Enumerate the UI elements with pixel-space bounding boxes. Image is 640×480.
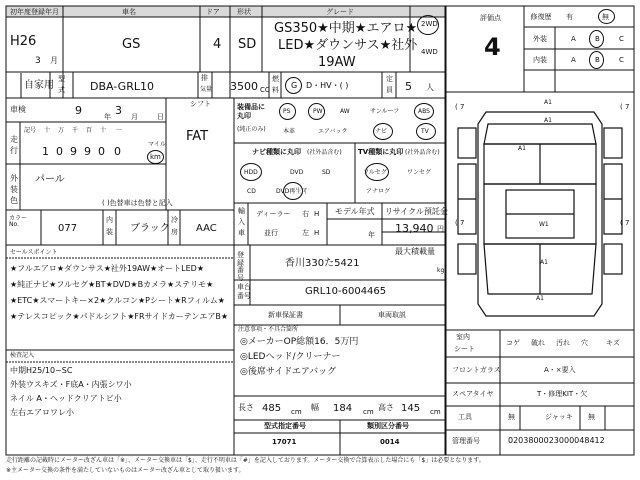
fuel-options: D・HV・( ) bbox=[306, 81, 349, 90]
car-name-header: 車名 bbox=[122, 8, 136, 16]
diagram-seven: 7 bbox=[460, 103, 465, 111]
diagram-paren: ( bbox=[620, 219, 623, 227]
diagram-label: A1 bbox=[518, 145, 526, 152]
tv-circle bbox=[365, 163, 389, 181]
diagram-seven: 7 bbox=[625, 103, 630, 111]
inspector-line: 外装ウスキズ・F底A・内張シワ小 bbox=[10, 380, 132, 389]
diagram-label: A1 bbox=[536, 295, 544, 302]
room-label-2: シート bbox=[454, 345, 475, 353]
mgmt-label: 管理番号 bbox=[452, 437, 480, 445]
drive-4wd: 4WD bbox=[421, 48, 438, 56]
interior-grade-circle bbox=[589, 51, 604, 69]
handle-left-h: H bbox=[314, 229, 320, 237]
recycle-value: 13,940 bbox=[395, 222, 434, 235]
model-code: DBA-GRL10 bbox=[90, 80, 154, 93]
navi-circle bbox=[283, 182, 303, 200]
ac-label-1: 冷 bbox=[171, 216, 178, 224]
length-value: 485 bbox=[262, 403, 282, 414]
jack-value: 無 bbox=[588, 413, 595, 421]
inspector-line: 左右エアロワレ小 bbox=[10, 408, 74, 417]
eval-score: 4 bbox=[484, 33, 501, 61]
diagram-label: W1 bbox=[539, 221, 549, 228]
equip-circle bbox=[373, 123, 393, 140]
room-item: 汚れ bbox=[556, 339, 570, 347]
maxload-label: 最大積載量 bbox=[395, 247, 435, 256]
tv-item: フルセグ bbox=[363, 169, 387, 176]
first-reg-era: H26 bbox=[10, 34, 37, 49]
note-line: ◎LEDヘッド/クリーナー bbox=[240, 352, 341, 362]
sales-point-line: ★純正ナビ★フルセグ★BT★DVD★Bカメラ★ステリモ★ bbox=[10, 280, 214, 289]
navi-item: SD bbox=[322, 169, 331, 176]
grade-line-2: LED★ダウンサス★社外 bbox=[278, 38, 418, 53]
navi-title-note: (社外品含む) bbox=[307, 149, 342, 156]
inspection-month-unit: 月 bbox=[131, 113, 138, 121]
shape-header: 形状 bbox=[237, 8, 251, 16]
category-label: 類別区分番号 bbox=[367, 422, 409, 430]
interior-label-1: 内 bbox=[106, 216, 113, 224]
odo-digit: 9 bbox=[70, 145, 77, 158]
equip-circle bbox=[416, 123, 436, 140]
import-label-2: 入 bbox=[238, 218, 245, 226]
odo-unit-mile: マイル bbox=[148, 141, 166, 148]
eval-label: 評価点 bbox=[480, 14, 501, 22]
interior-grade: C bbox=[619, 56, 624, 64]
fuel-label-1: 燃 bbox=[272, 75, 279, 83]
fuel-g: G bbox=[291, 81, 298, 90]
category-value: 0014 bbox=[380, 438, 400, 446]
colorcode-value: 077 bbox=[58, 223, 78, 234]
exterior-grade: A bbox=[571, 35, 576, 43]
tv-title: TV種類に丸印 bbox=[358, 148, 404, 156]
disp-label-1: 排 bbox=[201, 74, 208, 82]
ac-label-2: 房 bbox=[171, 228, 178, 236]
body-shape: SD bbox=[238, 37, 257, 52]
tools-value: 無 bbox=[508, 413, 515, 421]
sales-point-line: ★フルエアロ★ダウンサス★社外19AW★オートLED★ bbox=[10, 264, 205, 273]
glass-label: フロントガラス bbox=[452, 366, 501, 374]
drive-circle bbox=[417, 15, 439, 35]
equip-title-2: 丸印 bbox=[237, 112, 251, 120]
spare-label: スペアタイヤ bbox=[452, 390, 494, 398]
first-reg-header: 初年度登録年月 bbox=[10, 8, 59, 16]
color-label-1: 外 bbox=[10, 174, 18, 183]
reg-label: 登録番号 bbox=[237, 251, 244, 283]
repair-circle bbox=[598, 9, 615, 24]
shift-label: シフト bbox=[190, 100, 211, 108]
color-label-3: 色 bbox=[10, 196, 18, 205]
sales-point-line: ★ETC★スマートキー×2★クルコン★Pシート★Rフィルム★ bbox=[10, 296, 225, 305]
model-label-1: 型 bbox=[58, 75, 65, 83]
odo-digit-header: 万 bbox=[58, 127, 65, 134]
height-label: 高さ bbox=[378, 403, 394, 412]
grade-line-3: 19AW bbox=[318, 55, 356, 70]
notes-label: 注意事項・不具合箇所 bbox=[238, 326, 299, 333]
equip-item: PW bbox=[313, 108, 323, 115]
odo-digit: 0 bbox=[56, 145, 63, 158]
grade-line-1: GS350★中期★エアロ★ bbox=[274, 21, 418, 36]
inspector-line: ネイル A・ヘッドクリアトビ小 bbox=[10, 394, 122, 403]
odo-digit-header: 千 bbox=[72, 127, 79, 134]
capacity: 5 bbox=[405, 80, 412, 93]
capacity-label-1: 定 bbox=[386, 75, 393, 83]
navi-item: DVD再生可 bbox=[276, 188, 308, 195]
model-year-value: 年 bbox=[368, 231, 375, 239]
tv-title-note: (社外品含む) bbox=[405, 149, 440, 156]
equip-item: AW bbox=[340, 108, 350, 115]
equip-item: ABS bbox=[418, 108, 430, 115]
chassis-number: GRL10-6004465 bbox=[305, 286, 387, 297]
inspection-year-unit: 年 bbox=[104, 113, 111, 121]
reg-number: 香川330た5421 bbox=[285, 258, 360, 269]
odo-km-circle bbox=[147, 150, 164, 164]
grade-header: グレード bbox=[326, 8, 354, 16]
navi-title: ナビ種類に丸印 bbox=[252, 148, 301, 156]
color-label-2: 装 bbox=[10, 185, 18, 194]
exterior-grade: B bbox=[595, 35, 600, 43]
length-unit: cm bbox=[291, 408, 302, 416]
repair-none: 無 bbox=[602, 13, 609, 21]
equip-circle bbox=[308, 103, 325, 120]
height-unit: cm bbox=[430, 408, 441, 416]
odo-digit-header: 一 bbox=[116, 127, 123, 134]
handle-left: 左 bbox=[302, 229, 309, 237]
room-label-1: 室内 bbox=[456, 333, 470, 341]
diagram-seven: 7 bbox=[625, 219, 630, 227]
equip-item: エアバック bbox=[318, 128, 348, 135]
odo-digit: 1 bbox=[42, 145, 49, 158]
mgmt-value: 020380002300004841​2 bbox=[508, 436, 605, 445]
length-label: 長さ bbox=[238, 403, 254, 412]
equip-circle bbox=[414, 103, 434, 120]
color-value: パール bbox=[35, 174, 65, 185]
width-unit: cm bbox=[363, 408, 374, 416]
shift-value: FAT bbox=[186, 129, 209, 144]
navi-circle bbox=[240, 163, 262, 181]
sales-points-label: セールスポイント bbox=[10, 249, 58, 256]
diagram-label: A1 bbox=[544, 99, 552, 106]
recycle-label: リサイクル預託金 bbox=[385, 207, 448, 216]
import-dealer: ディーラー bbox=[256, 210, 291, 218]
capacity-label-2: 員 bbox=[386, 86, 393, 94]
odo-digit-header: 十 bbox=[44, 127, 51, 134]
displacement: 3500 bbox=[230, 80, 258, 93]
note-line: ◎メーカーOP総額16．5万円 bbox=[240, 337, 359, 347]
car-name: GS bbox=[122, 37, 141, 52]
width-value: 184 bbox=[333, 403, 353, 414]
inspector-label: 検査記入 bbox=[10, 352, 35, 359]
width-label: 幅 bbox=[311, 403, 319, 412]
odo-unit-km: km bbox=[150, 153, 161, 161]
diagram-paren: ( bbox=[455, 103, 458, 111]
equip-item: PS bbox=[283, 108, 291, 115]
import-label-3: 車 bbox=[238, 229, 245, 237]
diagram-label: A1 bbox=[540, 259, 548, 266]
diagram-label: A1 bbox=[544, 117, 552, 124]
interior-value: ブラック bbox=[130, 223, 170, 234]
inspector-line: 中期H25/10~SC bbox=[10, 366, 73, 375]
note-line: ◎後席サイドエアバッグ bbox=[240, 367, 337, 377]
interior-grade: B bbox=[595, 56, 600, 64]
glass-value: A・×要入 bbox=[544, 366, 576, 374]
odo-digit-header: 十 bbox=[100, 127, 107, 134]
navi-item: HDD bbox=[244, 169, 258, 176]
fuel-circle bbox=[285, 77, 302, 94]
odo-digit: 0 bbox=[98, 145, 105, 158]
disp-label-2: 気量 bbox=[200, 86, 213, 93]
interior-label-2: 装 bbox=[106, 228, 113, 236]
room-item: キズ bbox=[606, 339, 620, 347]
handle-right-h: H bbox=[314, 210, 320, 218]
equip-item: TV bbox=[421, 128, 429, 135]
equip-item: サンルーフ bbox=[370, 108, 400, 115]
tv-item: ワンセグ bbox=[407, 169, 432, 176]
inspection-month: 3 bbox=[115, 104, 122, 117]
inspection-label: 車検 bbox=[10, 105, 26, 114]
recycle-unit: 円 bbox=[437, 225, 444, 233]
equip-circle bbox=[279, 103, 296, 120]
odo-digit: 9 bbox=[84, 145, 91, 158]
tv-item: アナログ bbox=[366, 188, 391, 195]
room-item: 穴 bbox=[581, 339, 588, 347]
odo-label-2: 行 bbox=[10, 146, 18, 155]
first-reg-month-unit: 月 bbox=[50, 56, 58, 65]
import-label-1: 輸 bbox=[238, 207, 245, 215]
handle-right: 右 bbox=[302, 210, 309, 218]
footer-line-1: 走行距離の記載時にメーター改ざん車は「※」、メーター交換車は「$」、走行不明車は「#」を記入しております。メーター交換で合算表示した場合にも「$」は必要となります。 bbox=[6, 457, 485, 464]
cc-unit: CC bbox=[260, 86, 270, 94]
new-car-warranty: 新車保証書 bbox=[268, 311, 303, 319]
model-year-label: モデル年式 bbox=[335, 207, 375, 216]
diagram-paren: ( bbox=[620, 103, 623, 111]
interior-grade-label: 内装 bbox=[533, 56, 547, 64]
exterior-grade: C bbox=[619, 35, 624, 43]
doors-header: ドア bbox=[206, 8, 220, 16]
color-note: ( )色替車は色替と記入 bbox=[102, 199, 173, 207]
odo-digit: 0 bbox=[114, 145, 121, 158]
usage: 自家用 bbox=[24, 80, 54, 91]
maxload-unit: kg bbox=[437, 267, 445, 274]
type-code-label: 型式指定番号 bbox=[264, 422, 306, 430]
spare-value: T・修理KIT・欠 bbox=[537, 390, 588, 398]
odo-label-1: 走 bbox=[10, 135, 18, 144]
chassis-label-2: 番号 bbox=[237, 292, 251, 300]
odo-digit-header: 記号 bbox=[24, 127, 37, 134]
owner-manual: 車両取説 bbox=[378, 311, 406, 319]
inspection-day-unit: 日 bbox=[157, 113, 164, 121]
interior-grade: A bbox=[571, 56, 576, 64]
fuel-label-2: 料 bbox=[272, 86, 279, 94]
jack-label: ジャッキ bbox=[545, 413, 573, 421]
repair-label: 修復歴 bbox=[530, 13, 552, 21]
diagram-paren: ( bbox=[455, 219, 458, 227]
tools-label: 工具 bbox=[458, 413, 472, 421]
exterior-label: 外装 bbox=[533, 35, 547, 43]
sales-point-line: ★テレスコピック★パドルシフト★FRサイドカーテンエアB★ bbox=[10, 312, 229, 321]
ac-value: AAC bbox=[196, 223, 217, 234]
equip-item: 本革 bbox=[283, 128, 296, 135]
odo-digit-header: 百 bbox=[86, 127, 93, 134]
chassis-label-1: 車台 bbox=[237, 283, 251, 291]
room-item: コゲ bbox=[506, 339, 520, 347]
diagram-seven: 7 bbox=[460, 219, 465, 227]
footer-line-2: ※主メーター交換の条件を満たしていないものはメーター改ざん車として取り扱います。 bbox=[6, 467, 245, 474]
import-parallel: 並行 bbox=[264, 229, 278, 237]
first-reg-month: 3 bbox=[35, 56, 41, 66]
repair-have: 有 bbox=[566, 13, 573, 21]
capacity-unit: 人 bbox=[426, 83, 434, 92]
navi-item: DVD bbox=[290, 169, 304, 176]
door-count: 4 bbox=[213, 37, 222, 52]
exterior-grade-circle bbox=[589, 30, 604, 48]
room-item: 破れ bbox=[531, 339, 545, 347]
equip-title-3: (純正のみ) bbox=[237, 126, 266, 133]
navi-item: CD bbox=[247, 188, 256, 195]
inspection-year: 9 bbox=[75, 104, 82, 117]
type-code-value: 17071 bbox=[272, 438, 297, 446]
model-label-2: 式 bbox=[58, 86, 65, 94]
height-value: 145 bbox=[401, 403, 421, 414]
drive-2wd: 2WD bbox=[421, 20, 438, 28]
colorcode-label: カラー No. bbox=[9, 215, 28, 228]
equip-title: 装備品に bbox=[237, 103, 265, 111]
equip-item: ナビ bbox=[375, 128, 388, 135]
